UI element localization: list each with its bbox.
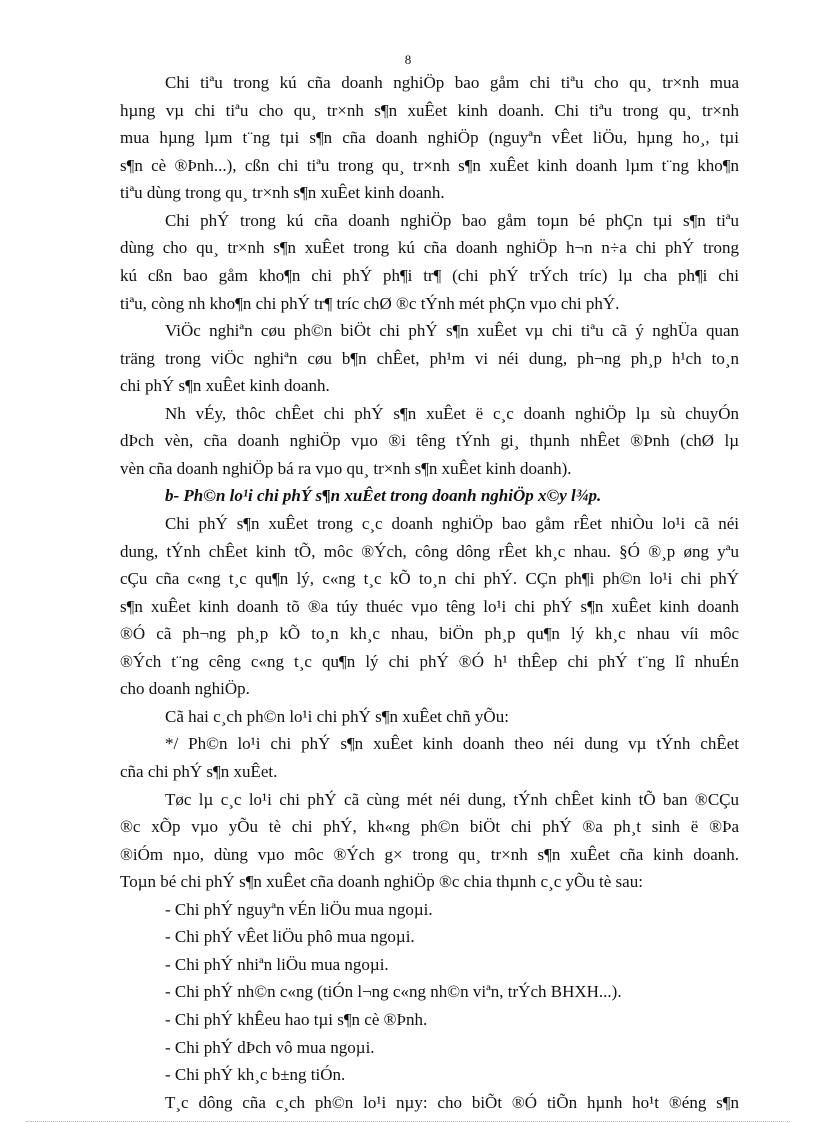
text-line: chi phÝ s¶n xuÊet kinh doanh. xyxy=(120,376,330,395)
section-heading: b- Ph©n lo¹i chi phÝ s¶n xuÊet trong doanh nghiÖp x©y l¾p. xyxy=(165,486,602,505)
text-line: mua hµng lµm t¨ng tµi s¶n cña doanh nghiÖp (nguyªn vÊet liÖu, hµng ho¸, tµi xyxy=(120,128,739,147)
text-line: ViÖc nghiªn cøu ph©n biÖt chi phÝ s¶n xuÊet vµ chi tiªu cã ý nghÜa quan xyxy=(165,321,739,340)
text-line: Chi tiªu trong kú cña doanh nghiÖp bao gåm chi tiªu cho qu¸ tr×nh mua xyxy=(165,73,739,92)
text-line: dung, tÝnh chÊet kinh tÕ, môc ®Ých, công dông rÊet kh¸c nhau. §Ó ®¸p øng yªu xyxy=(120,542,739,561)
list-item: - Chi phÝ khÊeu hao tµi s¶n cè ®Þnh. xyxy=(165,1010,428,1029)
text-line: T¸c dông cña c¸ch ph©n lo¹i nµy: cho biÕt ®Ó tiÕn hµnh ho¹t ®éng s¶n xyxy=(165,1093,739,1112)
text-line: Chi phÝ trong kú cña doanh nghiÖp bao gåm toµn bé phÇn tµi s¶n tiªu xyxy=(165,211,739,230)
text-line: cÇu cña c«ng t¸c qu¶n lý, c«ng t¸c kÕ to¸n chi phÝ. CÇn ph¶i ph©n lo¹i chi phÝ xyxy=(120,569,739,588)
list-item: - Chi phÝ nhiªn liÖu mua ngoµi. xyxy=(165,955,389,974)
text-line: Nh vÉy, thôc chÊet chi phÝ s¶n xuÊet ë c¸c doanh nghiÖp lµ sù chuyÓn xyxy=(165,404,739,423)
text-line: vèn cña doanh nghiÖp bá ra vµo qu¸ tr×nh s¶n xuÊet kinh doanh). xyxy=(120,459,572,478)
text-line: dùng cho qu¸ tr×nh s¶n xuÊet trong kú cña doanh nghiÖp h¬n n÷a chi phÝ trong xyxy=(120,238,739,257)
text-line: cña chi phÝ s¶n xuÊet. xyxy=(120,762,278,781)
list-item: - Chi phÝ nguyªn vÉn liÖu mua ngoµi. xyxy=(165,900,433,919)
text-line: Toµn bé chi phÝ s¶n xuÊet cña doanh nghiÖp ®c chia thµnh c¸c yÕu tè sau: xyxy=(120,872,643,891)
list-item: - Chi phÝ dÞch vô mua ngoµi. xyxy=(165,1038,375,1057)
text-line: hµng vµ chi tiªu cho qu¸ tr×nh s¶n xuÊet kinh doanh. Chi tiªu trong qu¸ tr×nh xyxy=(120,101,739,120)
text-line: ®c xÕp vµo yÕu tè chi phÝ, kh«ng ph©n biÖt chi phÝ ®a ph¸t sinh ë ®Þa xyxy=(120,817,739,836)
text-line: kú cßn bao gåm kho¶n chi phÝ ph¶i tr¶ (chi phÝ trÝch tríc) lµ cha ph¶i chi xyxy=(120,266,739,285)
list-item: - Chi phÝ vÊet liÖu phô mua ngoµi. xyxy=(165,927,415,946)
text-line: tiªu dùng trong qu¸ tr×nh s¶n xuÊet kinh doanh. xyxy=(120,183,445,202)
text-line: ®Ó cã ph¬ng ph¸p kÕ to¸n kh¸c nhau, biÖn ph¸p qu¶n lý kh¸c nhau víi môc xyxy=(120,624,739,643)
footer-rule xyxy=(26,1121,790,1122)
text-line: Chi phÝ s¶n xuÊet trong c¸c doanh nghiÖp bao gåm rÊet nhiÒu lo¹i cã néi xyxy=(165,514,739,533)
list-item: - Chi phÝ kh¸c b±ng tiÓn. xyxy=(165,1065,346,1084)
text-line: cho doanh nghiÖp. xyxy=(120,679,250,698)
text-line: Tøc lµ c¸c lo¹i chi phÝ cã cùng mét néi dung, tÝnh chÊet kinh tÕ ban ®CÇu xyxy=(165,790,739,809)
list-item: - Chi phÝ nh©n c«ng (tiÓn l¬ng c«ng nh©n viªn, trÝch BHXH...). xyxy=(165,982,622,1001)
text-line: dÞch vèn, cña doanh nghiÖp vµo ®i têng tÝnh gi¸ thµnh nhÊet ®Þnh (chØ lµ xyxy=(120,431,739,450)
text-line: s¶n cè ®Þnh...), cßn chi tiªu trong qu¸ tr×nh s¶n xuÊet kinh doanh lµm t¨ng kho¶n xyxy=(120,156,739,175)
text-line: ®Ých t¨ng cêng c«ng t¸c qu¶n lý chi phÝ ®Ó h¹ thÊep chi phÝ t¨ng lî nhuÉn xyxy=(120,652,739,671)
text-line: träng trong viÖc nghiªn cøu b¶n chÊet, ph¹m vi néi dung, ph¬ng ph¸p h¹ch to¸n xyxy=(120,349,739,368)
text-line: */ Ph©n lo¹i chi phÝ s¶n xuÊet kinh doanh theo néi dung vµ tÝnh chÊet xyxy=(165,734,739,753)
text-line: tiªu, còng nh kho¶n chi phÝ tr¶ tríc chØ ®c tÝnh mét phÇn vµo chi phÝ. xyxy=(120,294,620,313)
text-line: ®iÓm nµo, dùng vµo môc ®Ých g× trong qu¸ tr×nh s¶n xuÊet cña kinh doanh. xyxy=(120,845,739,864)
page-number: 8 xyxy=(404,52,412,67)
text-line: Cã hai c¸ch ph©n lo¹i chi phÝ s¶n xuÊet chñ yÕu: xyxy=(165,707,509,726)
text-line: s¶n xuÊet kinh doanh tõ ®a túy thuéc vµo têng lo¹i chi phÝ s¶n xuÊet kinh doanh xyxy=(120,597,739,616)
